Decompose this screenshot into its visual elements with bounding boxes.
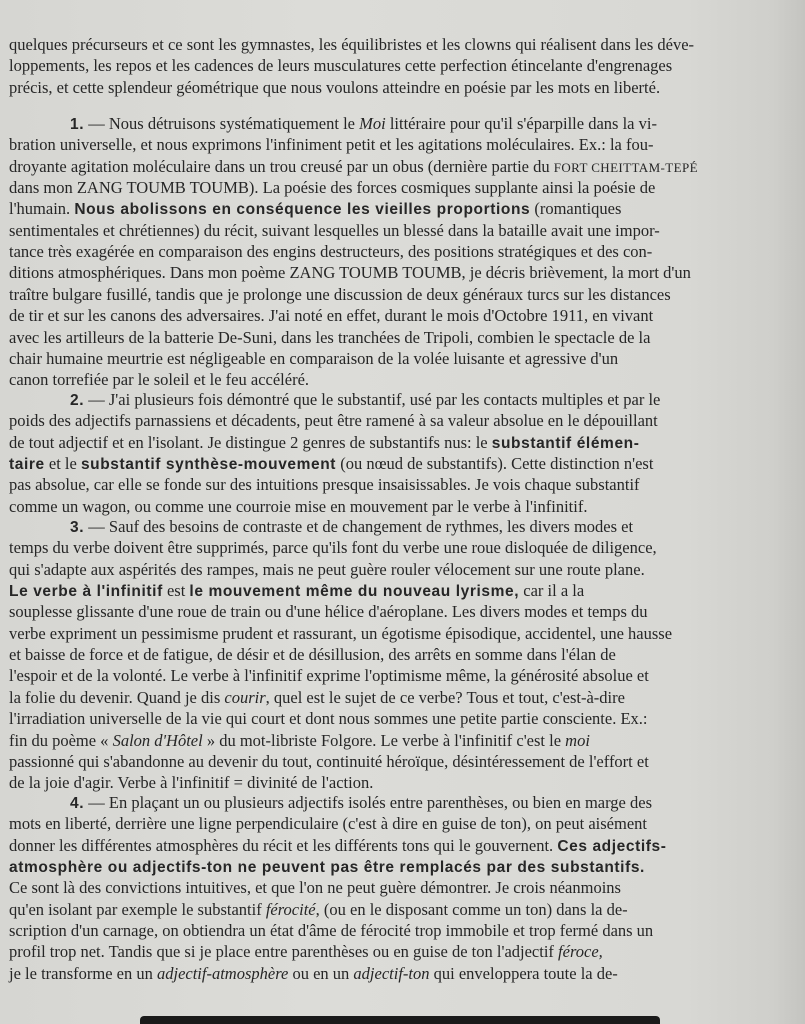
text-line <box>9 730 767 752</box>
text-run: traître bulgare fusillé, tandis que je prolonge une discussion de deux généraux turcs sur les distances <box>9 284 671 304</box>
text-line <box>9 77 767 99</box>
text-line <box>9 177 767 199</box>
text-run: qui enveloppera toute la de- <box>429 963 618 983</box>
text-run: Ce sont là des convictions intuitives, et que l'on ne peut guère démontrer. Je crois néanmoins <box>9 878 621 898</box>
italic-text: moi <box>565 730 590 750</box>
text-line <box>9 496 767 518</box>
text-run: canon torrefiée par le soleil et le feu accéléré. <box>9 370 310 390</box>
text-run: l'humain. <box>9 199 75 219</box>
text-line <box>70 113 767 135</box>
text-run: l'irradiation universelle de la vie qui court et dont nous sommes une petite partie consciente. Ex.: <box>9 709 648 729</box>
text-run: — En plaçant un ou plusieurs adjectifs isolés entre parenthèses, ou bien en marge des <box>84 793 653 812</box>
text-line <box>9 474 767 496</box>
text-line <box>9 241 767 263</box>
text-line <box>9 327 767 349</box>
text-run: poids des adjectifs parnassiens et décadents, peut être ramené à sa valeur absolue en le dépouillant <box>9 411 658 431</box>
text-run: l'espoir et de la volonté. Le verbe à l'infinitif exprime l'optimisme même, la générosité absolue et <box>9 666 649 686</box>
text-line <box>9 262 767 284</box>
text-line <box>9 877 767 899</box>
text-line <box>9 772 767 794</box>
text-line <box>9 198 767 220</box>
text-run: et le <box>44 454 81 474</box>
text-run: de tir et sur les canons des adversaires. J'ai noté en effet, durant le mois d'Octobre 1911, en vivant <box>9 306 654 326</box>
text-run: souplesse glissante d'une roue de train ou d'une hélice d'aéroplane. Les divers modes et temps du <box>9 602 648 622</box>
text-line <box>9 813 767 835</box>
text-run: de tout adjectif et en l'isolant. Je distingue 2 genres de substantifs nus: le <box>9 432 492 452</box>
text-line <box>70 516 767 538</box>
text-run: tance très exagérée en comparaison des engins destructeurs, des positions stratégiques et des con- <box>9 242 653 262</box>
text-run: littéraire pour qu'il s'éparpille dans la vi- <box>385 114 657 133</box>
text-line <box>9 410 767 432</box>
italic-text: Salon d'Hôtel <box>112 730 203 750</box>
text-line <box>9 537 767 559</box>
text-run: et baisse de force et de fatigue, de désir et de désillusion, des arrêts en somme dans l'élan de <box>9 645 616 665</box>
text-run: précis, et cette splendeur géométrique que nous voulons atteindre en poésie par les mots en liberté. <box>9 77 661 97</box>
bold-text: Nous abolissons en conséquence les vieilles proportions <box>74 201 531 219</box>
text-run: verbe expriment un pessimisme prudent et rassurant, un égotisme épisodique, accidentel, une hausse <box>9 623 673 643</box>
bold-text: 2. <box>70 392 85 409</box>
bold-text: Le verbe à l'infinitif <box>9 583 163 601</box>
text-line <box>9 920 767 942</box>
text-run: pas absolue, car elle se fonde sur des intuitions presque insaisissables. Je vois chaque substantif <box>9 475 640 495</box>
text-line <box>9 134 767 156</box>
text-run: scription d'un carnage, on obtiendra un état d'âme de férocité trop immobile et trop fermé dans un <box>9 921 654 941</box>
bold-text: 4. <box>70 795 85 812</box>
text-run: fin du poème « <box>9 730 113 750</box>
text-run: sentimentales et chrétiennes) du récit, suivant lesquelles un blessé dans la bataille avait une impor- <box>9 220 660 240</box>
text-run: je le transforme en un <box>9 963 157 983</box>
text-run: , quel est le sujet de ce verbe? Tous et tout, c'est-à-dire <box>265 687 625 707</box>
text-run: car il a la <box>519 581 585 601</box>
text-line <box>9 156 767 178</box>
italic-text: Moi <box>359 114 386 133</box>
text-run: bration universelle, et nous exprimons l'infiniment petit et les agitations moléculaires. Ex.: la fou- <box>9 135 654 155</box>
bold-text: 1. <box>70 116 85 133</box>
italic-text: férocité <box>265 899 316 919</box>
text-run: — Nous détruisons systématiquement le <box>84 114 360 133</box>
bold-text: substantif synthèse-mouvement <box>80 456 337 474</box>
bold-text: taire <box>9 456 45 474</box>
text-run: comme un wagon, ou comme une courroie mise en mouvement par le verbe à l'infinitif. <box>9 496 588 516</box>
text-run: temps du verbe doivent être supprimés, parce qu'ils font du verbe une roue disloquée de diligence, <box>9 538 657 558</box>
text-line <box>9 348 767 370</box>
text-line <box>9 963 767 985</box>
text-line <box>9 453 767 475</box>
text-run: mots en liberté, derrière une ligne perpendiculaire (c'est à dire en guise de ton), on peut aisément <box>9 814 647 834</box>
text-line <box>9 687 767 709</box>
text-run: ou en un <box>288 963 354 983</box>
text-line <box>9 284 767 306</box>
text-run: passionné qui s'abandonne au devenir du tout, continuité héroïque, désintéressement de l'effort et <box>9 751 649 771</box>
text-run: la folie du devenir. Quand je dis <box>9 687 225 707</box>
text-run: est <box>162 581 190 601</box>
text-run: (ou nœud de substantifs). Cette distinction n'est <box>336 454 654 474</box>
text-run: qu'en isolant par exemple le substantif <box>9 899 266 919</box>
italic-text: féroce, <box>558 942 603 962</box>
text-line <box>9 432 767 454</box>
text-line <box>9 708 767 730</box>
text-line <box>9 665 767 687</box>
italic-text: adjectif-atmosphère <box>156 963 289 983</box>
italic-text: adjectif-ton <box>353 963 430 983</box>
text-line <box>9 644 767 666</box>
text-run: , (ou en le disposant comme un ton) dans la de- <box>315 899 628 919</box>
bold-text: Ces adjectifs- <box>557 837 667 855</box>
italic-text: courir <box>224 687 266 707</box>
text-line <box>9 305 767 327</box>
text-run: droyante agitation moléculaire dans un trou creusé par un obus (dernière partie du <box>9 156 554 176</box>
bold-text: atmosphère ou adjectifs-ton ne peuvent pas être remplacés par des substantifs. <box>9 859 645 877</box>
text-line <box>9 941 767 963</box>
scan-edge-shadow <box>140 1016 660 1024</box>
text-run: — Sauf des besoins de contraste et de changement de rythmes, les divers modes et <box>84 517 634 536</box>
text-run: dans mon ZANG TOUMB TOUMB). La poésie des forces cosmiques supplante ainsi la poésie de <box>9 178 656 198</box>
text-line <box>9 369 767 391</box>
text-line <box>9 623 767 645</box>
text-run: donner les différentes atmosphères du récit et les différents tons qui le gouvernent. <box>9 835 558 855</box>
bold-text: le mouvement même du nouveau lyrisme, <box>189 583 520 601</box>
text-run: qui s'adapte aux aspérités des rampes, mais ne peut guère rouler vélocement sur une route plane. <box>9 559 645 579</box>
text-run: » du mot-libriste Folgore. Le verbe à l'infinitif c'est le <box>202 730 566 750</box>
text-line <box>70 792 767 814</box>
text-run: — J'ai plusieurs fois démontré que le substantif, usé par les contacts multiples et par le <box>84 390 661 409</box>
text-line <box>9 55 767 77</box>
text-line <box>9 856 767 878</box>
text-run: loppements, les repos et les cadences de leurs musculatures cette perfection étincelante d'engrenages <box>9 56 673 76</box>
bold-text: substantif élémen- <box>491 434 640 452</box>
text-run: chair humaine meurtrie est négligeable en comparaison de la volée luisante et agressive d'un <box>9 348 619 368</box>
text-run: profil trop net. Tandis que si je place entre parenthèses ou en guise de ton l'adjectif <box>9 942 559 962</box>
text-line <box>9 899 767 921</box>
text-run: avec les artilleurs de la batterie De-Suni, dans les tranchées de Tripoli, combien le spectacle de la <box>9 327 651 347</box>
text-line <box>9 751 767 773</box>
text-run: ditions atmosphériques. Dans mon poème ZANG TOUMB TOUMB, je décris brièvement, la mort d'un <box>9 263 691 283</box>
text-line <box>9 559 767 581</box>
text-line <box>70 389 767 411</box>
text-line <box>9 601 767 623</box>
small-caps-text: FORT CHEITTAM-TEPÉ <box>553 159 698 175</box>
text-line <box>9 835 767 857</box>
bold-text: 3. <box>70 519 85 536</box>
text-run: quelques précurseurs et ce sont les gymnastes, les équilibristes et les clowns qui réalisent dans les déve- <box>9 35 695 54</box>
text-line <box>9 220 767 242</box>
text-line <box>9 34 767 56</box>
text-line <box>9 580 767 602</box>
text-run: de la joie d'agir. Verbe à l'infinitif = divinité de l'action. <box>9 773 374 793</box>
text-run: (romantiques <box>530 199 622 219</box>
